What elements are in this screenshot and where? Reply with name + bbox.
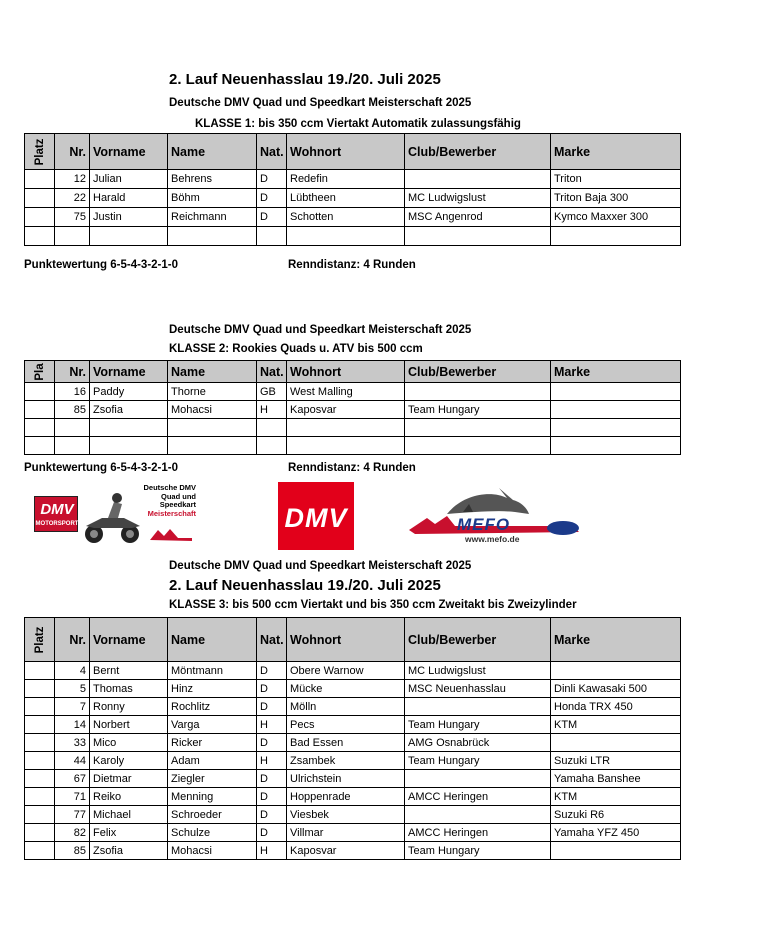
cell-nat: D: [257, 734, 287, 752]
cell-wohnort: [287, 437, 405, 455]
event-title: 2. Lauf Neuenhasslau 19./20. Juli 2025: [169, 71, 441, 88]
table-row: [25, 842, 681, 860]
table-row: [25, 824, 681, 842]
badge-line-3: Speedkart: [159, 500, 196, 509]
class1-label: KLASSE 1: bis 350 ccm Viertakt Automatik zulassungsfähig: [195, 118, 521, 130]
class2-label: KLASSE 2: Rookies Quads u. ATV bis 500 ccm: [169, 343, 423, 355]
cell-vorname: Dietmar: [90, 770, 168, 788]
cell-club: Team Hungary: [405, 752, 551, 770]
cell-nr: 85: [55, 401, 90, 419]
cell-nat: D: [257, 680, 287, 698]
cell-vorname: Reiko: [90, 788, 168, 806]
cell-nr: 12: [55, 170, 90, 189]
cell-club: [405, 383, 551, 401]
cell-name: Reichmann: [168, 208, 257, 227]
mefo-logo: [403, 484, 583, 546]
cell-wohnort: Pecs: [287, 716, 405, 734]
cell-wohnort: Zsambek: [287, 752, 405, 770]
cell-nat: GB: [257, 383, 287, 401]
cell-vorname: Thomas: [90, 680, 168, 698]
cell-name: Mohacsi: [168, 401, 257, 419]
cell-vorname: Zsofia: [90, 401, 168, 419]
cell-platz: [25, 419, 55, 437]
header-marke: Marke: [551, 618, 681, 662]
cell-marke: [551, 734, 681, 752]
cell-marke: Kymco Maxxer 300: [551, 208, 681, 227]
cell-vorname: Bernt: [90, 662, 168, 680]
cell-wohnort: Mölln: [287, 698, 405, 716]
cell-wohnort: Mücke: [287, 680, 405, 698]
cell-club: Team Hungary: [405, 401, 551, 419]
cell-platz: [25, 770, 55, 788]
table-header-row: [25, 618, 681, 662]
header-marke: Marke: [551, 134, 681, 170]
cell-platz: [25, 716, 55, 734]
cell-club: AMCC Heringen: [405, 788, 551, 806]
dmv-motorsport-badge: [34, 496, 78, 532]
cell-platz: [25, 437, 55, 455]
cell-wohnort: [287, 227, 405, 246]
table-row: [25, 734, 681, 752]
cell-nr: 44: [55, 752, 90, 770]
cell-vorname: [90, 437, 168, 455]
cell-club: MSC Angenrod: [405, 208, 551, 227]
header-platz: Pla: [25, 361, 55, 383]
cell-vorname: Justin: [90, 208, 168, 227]
cell-platz: [25, 680, 55, 698]
header-marke: Marke: [551, 361, 681, 383]
header-club: Club/Bewerber: [405, 361, 551, 383]
cell-club: AMCC Heringen: [405, 824, 551, 842]
cell-marke: Honda TRX 450: [551, 698, 681, 716]
championship-title: Deutsche DMV Quad und Speedkart Meisterschaft 2025: [169, 97, 472, 109]
cell-platz: [25, 824, 55, 842]
mefo-url: www.mefo.de: [465, 534, 520, 544]
cell-marke: Suzuki LTR: [551, 752, 681, 770]
cell-nat: H: [257, 716, 287, 734]
cell-platz: [25, 662, 55, 680]
cell-name: Varga: [168, 716, 257, 734]
header-nr: Nr.: [55, 361, 90, 383]
table-row: [25, 788, 681, 806]
cell-nat: D: [257, 662, 287, 680]
cell-platz: [25, 227, 55, 246]
cell-name: Behrens: [168, 170, 257, 189]
cell-club: [405, 698, 551, 716]
dmv-quad-championship-logo: [30, 482, 198, 548]
cell-nat: D: [257, 189, 287, 208]
cell-name: Böhm: [168, 189, 257, 208]
cell-wohnort: Obere Warnow: [287, 662, 405, 680]
cell-vorname: Julian: [90, 170, 168, 189]
cell-nat: [257, 227, 287, 246]
header-nat: Nat.: [257, 134, 287, 170]
table-row: [25, 770, 681, 788]
badge-line-4: Meisterschaft: [147, 508, 196, 518]
header-club: Club/Bewerber: [405, 618, 551, 662]
cell-name: Menning: [168, 788, 257, 806]
class1-points: Punktewertung 6-5-4-3-2-1-0: [24, 259, 179, 271]
badge-line-2: Quad und: [161, 491, 196, 501]
header-name: Name: [168, 618, 257, 662]
header-vorname: Vorname: [90, 134, 168, 170]
cell-wohnort: Kaposvar: [287, 842, 405, 860]
cell-marke: [551, 419, 681, 437]
class3-table: [24, 617, 681, 860]
cell-wohnort: Viesbek: [287, 806, 405, 824]
cell-club: [405, 806, 551, 824]
cell-nat: [257, 437, 287, 455]
table-row: [25, 698, 681, 716]
cell-name: [168, 437, 257, 455]
cell-marke: Triton: [551, 170, 681, 189]
cell-nr: [55, 227, 90, 246]
cell-nr: 77: [55, 806, 90, 824]
cell-platz: [25, 788, 55, 806]
cell-club: MC Ludwigslust: [405, 662, 551, 680]
cell-name: Ricker: [168, 734, 257, 752]
cell-name: [168, 227, 257, 246]
cell-name: Möntmann: [168, 662, 257, 680]
class2-table: [24, 360, 681, 455]
cell-wohnort: West Malling: [287, 383, 405, 401]
cell-vorname: [90, 227, 168, 246]
mefo-mini-icon: [148, 526, 194, 542]
cell-nat: D: [257, 170, 287, 189]
cell-nat: D: [257, 770, 287, 788]
header-platz: Platz: [25, 134, 55, 170]
cell-nr: [55, 437, 90, 455]
header-name: Name: [168, 361, 257, 383]
header-wohnort: Wohnort: [287, 618, 405, 662]
cell-wohnort: Villmar: [287, 824, 405, 842]
cell-marke: KTM: [551, 788, 681, 806]
cell-name: Hinz: [168, 680, 257, 698]
cell-platz: [25, 806, 55, 824]
header-wohnort: Wohnort: [287, 361, 405, 383]
cell-vorname: Harald: [90, 189, 168, 208]
table-row: [25, 680, 681, 698]
cell-nr: 85: [55, 842, 90, 860]
cell-vorname: Zsofia: [90, 842, 168, 860]
table-row: [25, 170, 681, 189]
cell-nat: D: [257, 824, 287, 842]
badge-line-1: Deutsche DMV: [143, 483, 196, 492]
cell-nr: 71: [55, 788, 90, 806]
cell-nat: H: [257, 752, 287, 770]
cell-marke: Triton Baja 300: [551, 189, 681, 208]
cell-name: [168, 419, 257, 437]
cell-vorname: Mico: [90, 734, 168, 752]
cell-wohnort: [287, 419, 405, 437]
header-nat: Nat.: [257, 618, 287, 662]
cell-marke: KTM: [551, 716, 681, 734]
dmv-badge-text: DMV: [40, 501, 74, 518]
class2-points: Punktewertung 6-5-4-3-2-1-0: [24, 462, 179, 474]
cell-nat: D: [257, 698, 287, 716]
class1-distance: Renndistanz: 4 Runden: [288, 259, 416, 271]
header-nr: Nr.: [55, 618, 90, 662]
cell-nr: [55, 419, 90, 437]
cell-name: Schroeder: [168, 806, 257, 824]
cell-nr: 82: [55, 824, 90, 842]
cell-platz: [25, 208, 55, 227]
cell-marke: Yamaha Banshee: [551, 770, 681, 788]
cell-nr: 75: [55, 208, 90, 227]
cell-nat: D: [257, 788, 287, 806]
cell-platz: [25, 734, 55, 752]
cell-vorname: Paddy: [90, 383, 168, 401]
cell-wohnort: Kaposvar: [287, 401, 405, 419]
table-row: [25, 716, 681, 734]
header-vorname: Vorname: [90, 361, 168, 383]
cell-vorname: [90, 419, 168, 437]
header-platz: Platz: [25, 618, 55, 662]
cell-nr: 14: [55, 716, 90, 734]
cell-nr: 7: [55, 698, 90, 716]
cell-vorname: Norbert: [90, 716, 168, 734]
cell-marke: [551, 401, 681, 419]
cell-platz: [25, 401, 55, 419]
table-row: [25, 401, 681, 419]
cell-club: [405, 170, 551, 189]
cell-club: Team Hungary: [405, 716, 551, 734]
cell-vorname: Ronny: [90, 698, 168, 716]
cell-platz: [25, 752, 55, 770]
cell-wohnort: Schotten: [287, 208, 405, 227]
table-row: [25, 227, 681, 246]
cell-wohnort: Ulrichstein: [287, 770, 405, 788]
header-club: Club/Bewerber: [405, 134, 551, 170]
cell-name: Adam: [168, 752, 257, 770]
cell-platz: [25, 170, 55, 189]
header-nat: Nat.: [257, 361, 287, 383]
event-title-3: 2. Lauf Neuenhasslau 19./20. Juli 2025: [169, 577, 441, 594]
cell-marke: [551, 227, 681, 246]
cell-club: [405, 227, 551, 246]
header-wohnort: Wohnort: [287, 134, 405, 170]
cell-club: [405, 419, 551, 437]
cell-marke: Dinli Kawasaki 500: [551, 680, 681, 698]
cell-vorname: Felix: [90, 824, 168, 842]
class2-distance: Renndistanz: 4 Runden: [288, 462, 416, 474]
dmv-logo-text: DMV: [284, 503, 348, 533]
motorsport-text: MOTORSPORT: [35, 521, 79, 527]
championship-title-3: Deutsche DMV Quad und Speedkart Meisterschaft 2025: [169, 560, 472, 572]
cell-wohnort: Hoppenrade: [287, 788, 405, 806]
cell-wohnort: Bad Essen: [287, 734, 405, 752]
cell-nat: H: [257, 842, 287, 860]
table-row: [25, 208, 681, 227]
table-row: [25, 662, 681, 680]
cell-nr: 5: [55, 680, 90, 698]
cell-name: Ziegler: [168, 770, 257, 788]
table-row: [25, 752, 681, 770]
cell-club: MC Ludwigslust: [405, 189, 551, 208]
mefo-text: MEFO: [457, 515, 511, 534]
dmv-logo: [278, 482, 354, 550]
header-name: Name: [168, 134, 257, 170]
cell-name: Thorne: [168, 383, 257, 401]
table-row: [25, 437, 681, 455]
class3-label: KLASSE 3: bis 500 ccm Viertakt und bis 350 ccm Zweitakt bis Zweizylinder: [169, 599, 577, 611]
cell-club: MSC Neuenhasslau: [405, 680, 551, 698]
cell-wohnort: Redefin: [287, 170, 405, 189]
cell-name: Schulze: [168, 824, 257, 842]
table-header-row: [25, 361, 681, 383]
cell-nat: D: [257, 806, 287, 824]
cell-nat: D: [257, 208, 287, 227]
cell-platz: [25, 698, 55, 716]
cell-marke: [551, 383, 681, 401]
cell-platz: [25, 189, 55, 208]
cell-club: Team Hungary: [405, 842, 551, 860]
cell-platz: [25, 383, 55, 401]
cell-nr: 16: [55, 383, 90, 401]
table-row: [25, 419, 681, 437]
cell-club: [405, 770, 551, 788]
cell-nat: H: [257, 401, 287, 419]
cell-club: AMG Osnabrück: [405, 734, 551, 752]
cell-vorname: Karoly: [90, 752, 168, 770]
cell-nat: [257, 419, 287, 437]
table-row: [25, 383, 681, 401]
cell-nr: 67: [55, 770, 90, 788]
cell-club: [405, 437, 551, 455]
cell-marke: Yamaha YFZ 450: [551, 824, 681, 842]
class1-table: [24, 133, 681, 246]
championship-title-2: Deutsche DMV Quad und Speedkart Meisterschaft 2025: [169, 324, 472, 336]
cell-wohnort: Lübtheen: [287, 189, 405, 208]
header-nr: Nr.: [55, 134, 90, 170]
cell-name: Rochlitz: [168, 698, 257, 716]
cell-nr: 22: [55, 189, 90, 208]
table-header-row: [25, 134, 681, 170]
cell-vorname: Michael: [90, 806, 168, 824]
cell-nr: 33: [55, 734, 90, 752]
table-row: [25, 806, 681, 824]
cell-marke: [551, 842, 681, 860]
table-row: [25, 189, 681, 208]
cell-nr: 4: [55, 662, 90, 680]
cell-marke: [551, 437, 681, 455]
cell-marke: Suzuki R6: [551, 806, 681, 824]
cell-name: Mohacsi: [168, 842, 257, 860]
header-vorname: Vorname: [90, 618, 168, 662]
cell-marke: [551, 662, 681, 680]
cell-platz: [25, 842, 55, 860]
